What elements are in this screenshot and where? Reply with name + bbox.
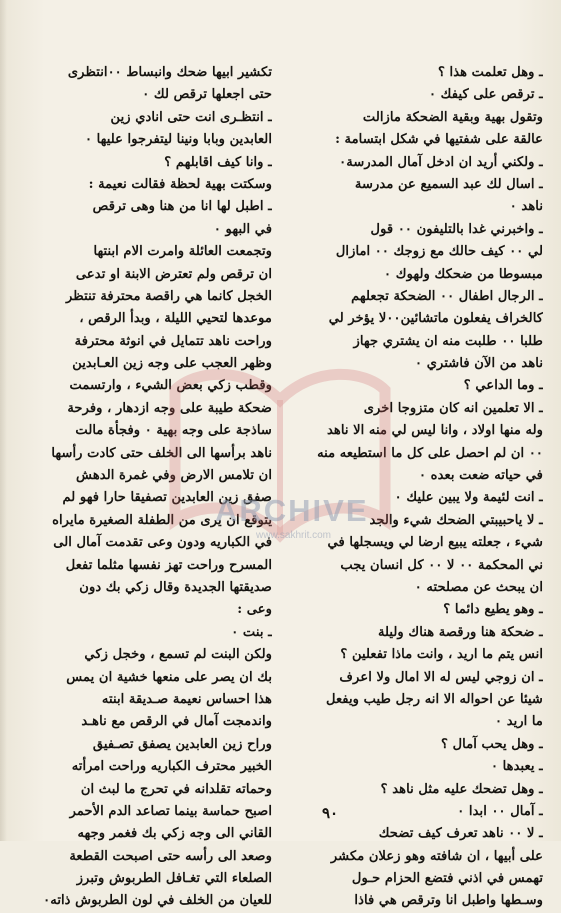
- text-line: ـ وهو يطيع دائما ؟: [443, 602, 543, 618]
- watermark-url-text: www.sakhrit.com: [256, 530, 332, 541]
- text-line: يتوقع ان يرى من الطفلة الصغيرة مايراه: [52, 512, 272, 528]
- text-line: ناهد ٠: [509, 199, 543, 215]
- text-line: ـ ضحكة هنا ورقصة هناك وليلة: [377, 624, 543, 640]
- text-line: العابدين وبابا ونينا ليتفرجوا عليها ٠: [84, 132, 272, 148]
- text-line: وحماته تقلدانه في تحرج ما لبث ان: [80, 781, 272, 797]
- text-line: ـ انتظـرى انت حتى انادي زين: [110, 109, 272, 125]
- text-line: للعيان من الخلف في لون الطربوش ذاته٠: [43, 893, 272, 909]
- text-line: ـ وهل تضحك عليه مثل ناهد ؟: [380, 781, 543, 797]
- text-line: في الكباريه ودون وعى تقدمت آمال الى: [53, 535, 272, 551]
- text-line: ني المحكمة ٠٠ لا ٠٠ كل انسان يجب: [340, 557, 543, 573]
- text-line: في البهو ٠: [213, 221, 272, 237]
- text-line: انس يتم ما اريد ، وانت ماذا تفعلين ؟: [340, 647, 543, 663]
- text-line: هذا احساس نعيمة صـديقة ابنته: [101, 691, 272, 707]
- text-line: ما اريد ٠: [495, 714, 543, 730]
- text-line: ناهد برأسها الى الخلف حتى كادت رأسها: [51, 445, 272, 461]
- text-line: تكشير ابيها ضحك وانبساط ٠٠انتظرى: [67, 65, 272, 80]
- text-line: وعى :: [237, 602, 272, 618]
- text-line: طلبا ٠٠ طلبت منه ان يشتري جهاز: [353, 333, 543, 349]
- text-line: ـ لا ياحبيبتي الضحك شيء والجد: [369, 512, 543, 528]
- left-text-column: [16, 62, 272, 913]
- text-line: واندمجت آمال في الرقص مع ناهـد: [81, 714, 272, 730]
- text-line: وظهر العجب على وجه زين العـابدين: [72, 356, 272, 372]
- text-line: ان ترقص ولم تعترض الابنة او تدعى: [75, 266, 272, 282]
- text-line: ـ وانا كيف اقابلهم ؟: [164, 154, 272, 170]
- text-line: شيئا عن احواله الا انه رجل طيب ويفعل: [325, 691, 543, 707]
- text-line: ـ آمال ٠٠ ابدا ٠: [457, 803, 543, 819]
- text-line: ـ وما الداعي ؟: [463, 378, 543, 394]
- text-line: وصعد الى رأسه حتى اصبحت القطعة: [69, 848, 272, 864]
- text-line: في حياته ضعت بعده ٠: [418, 468, 543, 484]
- text-line: ناهد من الآن فاشتري ٠: [415, 356, 543, 372]
- watermark-archive-text: ARCHIVE: [215, 493, 369, 528]
- text-line: ـ بنت ٠: [231, 624, 272, 640]
- text-line: ان تلامس الارض وفي غمرة الدهش: [76, 468, 272, 484]
- text-line: ان يبحث عن مصلحته ٠: [414, 579, 543, 595]
- text-line: ـ الا تعلمين انه كان متزوجا اخرى: [363, 400, 543, 416]
- text-line: الخجل كانما هي راقصة محترفة تنتظر: [66, 288, 272, 304]
- text-line: ـ الرجال اطفال ٠٠ الضحكة تجعلهم: [351, 288, 543, 304]
- text-line: على أبيها ، ان شافته وهو زعلان مكشر: [330, 848, 543, 864]
- text-line: ولكن البنت لم تسمع ، وخجل زكي: [84, 647, 272, 663]
- text-line: ـ ان زوجي ليس له الا امال ولا اعرف: [339, 669, 543, 685]
- text-line: لي ٠٠ كيف حالك مع زوجك ٠٠ امازال: [335, 244, 543, 260]
- text-line: ـ وهل يحب آمال ؟: [441, 736, 543, 752]
- text-line: وقطب زكي بعض الشيء ، وارتسمت: [69, 378, 272, 394]
- text-line: ـ انت لئيمة ولا يبين عليك ٠: [394, 490, 543, 506]
- text-line: تهمس في اذني فتضع الحزام حـول: [351, 871, 543, 887]
- text-line: ضحكة طيبة على وجه ازدهار ، وفرحة: [67, 400, 272, 416]
- text-line: وراح زين العابدين يصفق تصـفيق: [92, 736, 272, 752]
- text-line: وسكتت بهية لحظة فقالت نعيمة :: [88, 176, 272, 192]
- text-line: ـ وهل تعلمت هذا ؟: [437, 65, 543, 80]
- text-line: موعدها لتحيي الليلة ، وبدأ الرقص ،: [79, 311, 272, 327]
- text-line: حتى اجعلها ترقص لك ٠: [142, 87, 272, 103]
- text-line: الصلعاء التي تغـافل الطربوش وتبرز: [76, 871, 272, 887]
- text-line: عالقة على شفتيها في شكل ابتسامة :: [335, 132, 543, 148]
- page-number: ٩٠: [322, 804, 339, 822]
- text-line: اصبح حماسة بينما تصاعد الدم الأحمر: [69, 803, 272, 819]
- text-line: المسرح وراحت تهز نفسها مثلما تفعل: [65, 557, 272, 573]
- text-line: وتجمعت العائلة وامرت الام ابنتها: [93, 244, 272, 260]
- text-line: بك ان يصر على منعها خشية ان يمس: [66, 669, 272, 685]
- text-line: القاني الى وجه زكي بك فغمر وجهه: [77, 826, 272, 842]
- text-line: ـ ترقص على كيفك ٠: [429, 87, 543, 103]
- text-line: كالخراف يفعلون ماتشائين٠٠لا يؤخر لي: [328, 311, 543, 327]
- text-line: ٠٠ ان لم احصل على كل ما استطيعه منه: [317, 445, 543, 461]
- text-line: الخبير محترف الكباريه وراحت امرأته: [71, 759, 272, 775]
- text-line: ـ واخبرني غدا بالتليفون ٠٠ قول: [370, 221, 543, 237]
- text-line: وسـطها واطبل انا وترقص هي فاذا: [354, 893, 543, 909]
- page-edge-shadow: [0, 0, 7, 841]
- text-line: وله منها اولاد ، وانا ليس لي منه الا ناهد: [326, 423, 543, 439]
- text-line: ـ اسال لك عبد السميع عن مدرسة: [354, 176, 543, 192]
- right-text-column: [281, 62, 543, 913]
- text-line: ـ لا ٠٠ ناهد تعرف كيف تضحك: [378, 826, 543, 842]
- text-line: ـ ولكني أريد ان ادخل آمال المدرسة٠: [339, 154, 543, 170]
- text-line: ـ يعبدها ٠: [490, 759, 543, 775]
- text-line: صديقتها الجديدة وقال زكي بك دون: [79, 579, 272, 595]
- text-line: وراحت ناهد تتمايل في انوثة محترفة: [74, 333, 272, 349]
- text-line: شيء ، جعلته يبيع ارضا لي ويسجلها في: [327, 535, 543, 551]
- text-line: ـ اطبل لها انا من هنا وهى ترقص: [92, 199, 272, 215]
- text-line: ساذجة على وجه بهية ٠ وفجأة مالت: [75, 423, 272, 439]
- text-line: صفق زين العابدين تصفيقا حارا فهو لم: [62, 490, 272, 506]
- text-line: مبسوطا من ضحكك ولهوك ٠: [384, 266, 543, 282]
- text-line: وتقول بهية وبقية الضحكة مازالت: [362, 109, 543, 125]
